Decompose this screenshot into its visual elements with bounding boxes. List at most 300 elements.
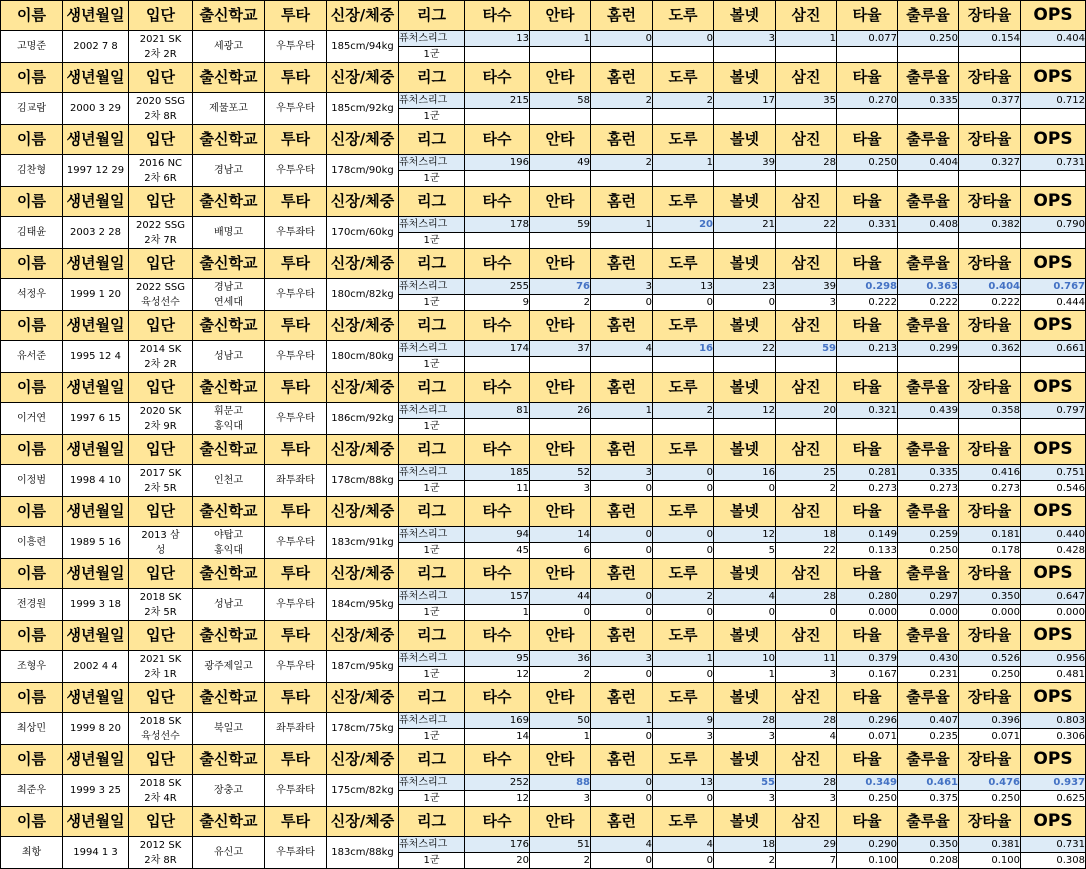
header-birth: 생년월일: [63, 435, 129, 465]
league-first: 1군: [399, 729, 465, 745]
player-school: [193, 527, 265, 559]
futures-stat: 0.439: [898, 403, 959, 419]
futures-stat: 0.299: [898, 341, 959, 357]
header-stat: 삼진: [776, 373, 837, 403]
header-bat-throw: 투타: [265, 621, 327, 651]
text-line: 성남고: [214, 599, 243, 610]
futures-stat: 28: [776, 775, 837, 791]
futures-stat: 157: [465, 589, 530, 605]
header-league: 리그: [399, 621, 465, 651]
text-line: 2차 4R: [144, 792, 177, 804]
first-stat: [465, 47, 530, 63]
text-line: 2013 삼: [141, 529, 180, 541]
header-height-weight: 신장/체중: [327, 745, 399, 775]
header-birth: 생년월일: [63, 311, 129, 341]
header-league: 리그: [399, 249, 465, 279]
header-birth: 생년월일: [63, 373, 129, 403]
first-stat: 0: [591, 729, 653, 745]
player-row: [1, 589, 1086, 605]
futures-stat: 22: [714, 341, 776, 357]
futures-stat: 2: [591, 93, 653, 109]
first-stat: 11: [465, 481, 530, 497]
first-stat: [959, 47, 1021, 63]
header-height-weight: 신장/체중: [327, 683, 399, 713]
header-height-weight: 신장/체중: [327, 187, 399, 217]
header-stat: 도루: [653, 1, 714, 31]
futures-stat: 12: [714, 403, 776, 419]
first-stat: 0: [714, 481, 776, 497]
text-line: 2021 SK: [139, 653, 182, 665]
text-line: 성남고: [214, 351, 243, 362]
header-stat: 안타: [530, 435, 591, 465]
first-stat: [1021, 233, 1086, 249]
header-stat: OPS: [1021, 311, 1086, 341]
header-stat: 타율: [837, 373, 898, 403]
header-birth: 생년월일: [63, 249, 129, 279]
first-stat: [714, 109, 776, 125]
header-stat: 타율: [837, 559, 898, 589]
futures-stat: 0.280: [837, 589, 898, 605]
futures-stat: 59: [530, 217, 591, 233]
header-stat: 삼진: [776, 559, 837, 589]
player-height-weight: 178cm/90kg: [327, 155, 399, 187]
player-school: [193, 465, 265, 497]
player-entry: [129, 465, 193, 497]
player-height-weight: 185cm/92kg: [327, 93, 399, 125]
header-league: 리그: [399, 435, 465, 465]
header-stat: 장타율: [959, 497, 1021, 527]
header-league: 리그: [399, 559, 465, 589]
first-stat: [465, 171, 530, 187]
header-league: 리그: [399, 63, 465, 93]
header-stat: OPS: [1021, 559, 1086, 589]
header-stat: OPS: [1021, 683, 1086, 713]
header-stat: 삼진: [776, 187, 837, 217]
player-school: [193, 341, 265, 373]
first-stat: 3: [776, 295, 837, 311]
player-birth: 1998 4 10: [63, 465, 129, 497]
header-stat: 볼넷: [714, 1, 776, 31]
player-entry: [129, 837, 193, 869]
header-stat: 타율: [837, 621, 898, 651]
header-stat: 타수: [465, 187, 530, 217]
futures-stat: 0.797: [1021, 403, 1086, 419]
header-stat: 타율: [837, 683, 898, 713]
player-entry: [129, 155, 193, 187]
futures-stat: 0.077: [837, 31, 898, 47]
header-stat: 출루율: [898, 249, 959, 279]
header-stat: 홈런: [591, 249, 653, 279]
header-stat: 타수: [465, 807, 530, 837]
header-stat: 삼진: [776, 745, 837, 775]
header-stat: OPS: [1021, 807, 1086, 837]
futures-stat: 0: [591, 527, 653, 543]
futures-stat: 0: [653, 31, 714, 47]
first-stat: [465, 419, 530, 435]
header-stat: 도루: [653, 497, 714, 527]
header-height-weight: 신장/체중: [327, 373, 399, 403]
first-stat: 0: [591, 605, 653, 621]
league-first: 1군: [399, 543, 465, 559]
text-line: 장충고: [214, 785, 243, 796]
header-name: 이름: [1, 559, 63, 589]
header-stat: 안타: [530, 807, 591, 837]
text-line: 2차 2R: [144, 48, 177, 60]
first-stat: [591, 357, 653, 373]
league-futures: 퓨처스리그: [399, 465, 465, 481]
player-school: [193, 403, 265, 435]
first-stat: 2: [530, 295, 591, 311]
header-stat: 장타율: [959, 559, 1021, 589]
header-name: 이름: [1, 621, 63, 651]
header-stat: 장타율: [959, 125, 1021, 155]
futures-stat: 0.350: [898, 837, 959, 853]
futures-stat: 20: [653, 217, 714, 233]
player-name: 김태윤: [1, 217, 63, 249]
futures-stat: 2: [591, 155, 653, 171]
futures-stat: 0.430: [898, 651, 959, 667]
first-stat: 0.250: [837, 791, 898, 807]
header-stat: 타율: [837, 1, 898, 31]
player-bat-throw: 우투좌타: [265, 837, 327, 869]
player-bat-throw: 우투좌타: [265, 217, 327, 249]
first-stat: 0.071: [959, 729, 1021, 745]
player-birth: 1989 5 16: [63, 527, 129, 559]
player-height-weight: 180cm/82kg: [327, 279, 399, 311]
player-bat-throw: 우투우타: [265, 93, 327, 125]
header-stat: 출루율: [898, 187, 959, 217]
player-birth: 1999 3 25: [63, 775, 129, 807]
player-birth: 1995 12 4: [63, 341, 129, 373]
header-stat: 출루율: [898, 311, 959, 341]
futures-stat: 28: [714, 713, 776, 729]
futures-stat: 23: [714, 279, 776, 295]
text-line: 2022 SSG: [135, 281, 186, 293]
header-stat: OPS: [1021, 125, 1086, 155]
first-stat: 0.222: [959, 295, 1021, 311]
futures-stat: 1: [653, 155, 714, 171]
player-row: [1, 217, 1086, 233]
header-stat: 홈런: [591, 559, 653, 589]
player-entry: [129, 217, 193, 249]
player-row: [1, 527, 1086, 543]
futures-stat: 4: [591, 837, 653, 853]
header-stat: 삼진: [776, 621, 837, 651]
futures-stat: 0.956: [1021, 651, 1086, 667]
futures-stat: 0.250: [898, 31, 959, 47]
first-stat: [837, 171, 898, 187]
futures-stat: 1: [653, 651, 714, 667]
futures-stat: 0.416: [959, 465, 1021, 481]
futures-stat: 169: [465, 713, 530, 729]
first-stat: 0: [591, 543, 653, 559]
futures-stat: 52: [530, 465, 591, 481]
first-stat: [898, 357, 959, 373]
player-row: [1, 279, 1086, 295]
first-stat: 0.273: [898, 481, 959, 497]
header-entry: 입단: [129, 125, 193, 155]
futures-stat: 196: [465, 155, 530, 171]
player-birth: 1997 12 29: [63, 155, 129, 187]
futures-stat: 0.363: [898, 279, 959, 295]
header-stat: OPS: [1021, 497, 1086, 527]
header-row: [1, 621, 1086, 651]
player-row: [1, 31, 1086, 47]
first-stat: 0.071: [837, 729, 898, 745]
futures-stat: 255: [465, 279, 530, 295]
player-row: [1, 155, 1086, 171]
header-stat: 홈런: [591, 373, 653, 403]
player-bat-throw: 우투우타: [265, 31, 327, 63]
header-stat: 출루율: [898, 807, 959, 837]
player-entry: [129, 589, 193, 621]
text-line: 2016 NC: [138, 157, 183, 169]
futures-stat: 0: [653, 527, 714, 543]
first-stat: 0: [653, 295, 714, 311]
futures-stat: 176: [465, 837, 530, 853]
header-birth: 생년월일: [63, 683, 129, 713]
league-futures: 퓨처스리그: [399, 775, 465, 791]
futures-stat: 0.362: [959, 341, 1021, 357]
header-entry: 입단: [129, 621, 193, 651]
first-stat: 0.250: [898, 543, 959, 559]
header-bat-throw: 투타: [265, 435, 327, 465]
first-stat: 0: [653, 543, 714, 559]
futures-stat: 2: [653, 589, 714, 605]
header-stat: 장타율: [959, 311, 1021, 341]
first-stat: 0.306: [1021, 729, 1086, 745]
league-futures: 퓨처스리그: [399, 217, 465, 233]
futures-stat: 0.377: [959, 93, 1021, 109]
futures-stat: 0.647: [1021, 589, 1086, 605]
first-stat: 0.444: [1021, 295, 1086, 311]
header-birth: 생년월일: [63, 497, 129, 527]
player-name: 유서준: [1, 341, 63, 373]
text-line: 2020 SSG: [135, 95, 186, 107]
player-name: 이정범: [1, 465, 63, 497]
header-entry: 입단: [129, 683, 193, 713]
player-school: [193, 651, 265, 683]
futures-stat: 50: [530, 713, 591, 729]
player-school: [193, 589, 265, 621]
text-line: 2차 8R: [144, 854, 177, 866]
futures-stat: 13: [653, 279, 714, 295]
text-line: 경남고: [214, 281, 243, 293]
first-stat: [714, 357, 776, 373]
header-stat: 타수: [465, 63, 530, 93]
first-stat: [1021, 357, 1086, 373]
first-stat: [653, 47, 714, 63]
futures-stat: 10: [714, 651, 776, 667]
header-stat: 안타: [530, 249, 591, 279]
player-name: 최상민: [1, 713, 63, 745]
futures-stat: 17: [714, 93, 776, 109]
league-futures: 퓨처스리그: [399, 527, 465, 543]
first-stat: 0.546: [1021, 481, 1086, 497]
first-stat: 3: [714, 729, 776, 745]
player-bat-throw: 좌투좌타: [265, 713, 327, 745]
text-line: 2021 SK: [139, 33, 182, 45]
futures-stat: 178: [465, 217, 530, 233]
header-stat: 볼넷: [714, 683, 776, 713]
futures-stat: 0.350: [959, 589, 1021, 605]
header-name: 이름: [1, 187, 63, 217]
futures-stat: 18: [776, 527, 837, 543]
header-league: 리그: [399, 187, 465, 217]
league-first: 1군: [399, 791, 465, 807]
header-stat: 타수: [465, 621, 530, 651]
header-league: 리그: [399, 373, 465, 403]
header-stat: 출루율: [898, 63, 959, 93]
text-line: 성: [155, 544, 166, 556]
league-futures: 퓨처스리그: [399, 93, 465, 109]
player-row: [1, 651, 1086, 667]
header-stat: 홈런: [591, 621, 653, 651]
first-stat: [714, 419, 776, 435]
futures-stat: 0.731: [1021, 155, 1086, 171]
futures-stat: 0.408: [898, 217, 959, 233]
futures-stat: 2: [653, 403, 714, 419]
player-bat-throw: 우투우타: [265, 155, 327, 187]
futures-stat: 0.381: [959, 837, 1021, 853]
header-stat: 장타율: [959, 807, 1021, 837]
league-first: 1군: [399, 605, 465, 621]
header-stat: 장타율: [959, 373, 1021, 403]
header-birth: 생년월일: [63, 63, 129, 93]
header-entry: 입단: [129, 745, 193, 775]
first-stat: 0.428: [1021, 543, 1086, 559]
first-stat: [898, 171, 959, 187]
header-school: 출신학교: [193, 249, 265, 279]
league-futures: 퓨처스리그: [399, 651, 465, 667]
player-name: 고명준: [1, 31, 63, 63]
header-stat: 도루: [653, 807, 714, 837]
futures-stat: 0.154: [959, 31, 1021, 47]
text-line: 2차 2R: [144, 358, 177, 370]
header-stat: OPS: [1021, 373, 1086, 403]
futures-stat: 14: [530, 527, 591, 543]
header-stat: 볼넷: [714, 807, 776, 837]
player-bat-throw: 우투우타: [265, 279, 327, 311]
player-entry: [129, 713, 193, 745]
futures-stat: 11: [776, 651, 837, 667]
header-school: 출신학교: [193, 559, 265, 589]
player-entry: [129, 279, 193, 311]
first-stat: [530, 357, 591, 373]
futures-stat: 174: [465, 341, 530, 357]
player-row: [1, 341, 1086, 357]
futures-stat: 0.407: [898, 713, 959, 729]
first-stat: [591, 233, 653, 249]
header-row: [1, 683, 1086, 713]
header-stat: OPS: [1021, 435, 1086, 465]
first-stat: 14: [465, 729, 530, 745]
player-bat-throw: 우투우타: [265, 341, 327, 373]
header-stat: 삼진: [776, 435, 837, 465]
player-name: 석정우: [1, 279, 63, 311]
player-height-weight: 180cm/80kg: [327, 341, 399, 373]
futures-stat: 25: [776, 465, 837, 481]
first-stat: 0.167: [837, 667, 898, 683]
futures-stat: 35: [776, 93, 837, 109]
text-line: 2018 SK: [139, 715, 182, 727]
futures-stat: 0.731: [1021, 837, 1086, 853]
header-stat: 안타: [530, 187, 591, 217]
header-stat: 장타율: [959, 1, 1021, 31]
header-league: 리그: [399, 745, 465, 775]
header-stat: 볼넷: [714, 435, 776, 465]
player-name: 조형우: [1, 651, 63, 683]
header-stat: 홈런: [591, 497, 653, 527]
text-line: 제물포고: [209, 103, 248, 114]
league-futures: 퓨처스리그: [399, 279, 465, 295]
first-stat: 2: [776, 481, 837, 497]
header-height-weight: 신장/체중: [327, 435, 399, 465]
text-line: 2차 1R: [144, 668, 177, 680]
player-school: [193, 775, 265, 807]
futures-stat: 39: [714, 155, 776, 171]
header-league: 리그: [399, 683, 465, 713]
header-stat: 안타: [530, 125, 591, 155]
header-league: 리그: [399, 497, 465, 527]
futures-stat: 0.803: [1021, 713, 1086, 729]
header-league: 리그: [399, 311, 465, 341]
header-stat: 도루: [653, 745, 714, 775]
futures-stat: 81: [465, 403, 530, 419]
header-stat: 홈런: [591, 311, 653, 341]
header-stat: 장타율: [959, 435, 1021, 465]
futures-stat: 1: [591, 217, 653, 233]
futures-stat: 0.270: [837, 93, 898, 109]
first-stat: 0: [653, 791, 714, 807]
first-stat: 0.222: [837, 295, 898, 311]
header-stat: 출루율: [898, 125, 959, 155]
header-name: 이름: [1, 435, 63, 465]
futures-stat: 0: [653, 465, 714, 481]
header-stat: 도루: [653, 621, 714, 651]
header-bat-throw: 투타: [265, 187, 327, 217]
header-stat: 홈런: [591, 63, 653, 93]
player-entry: [129, 775, 193, 807]
player-height-weight: 178cm/88kg: [327, 465, 399, 497]
futures-stat: 28: [776, 155, 837, 171]
header-entry: 입단: [129, 1, 193, 31]
player-entry: [129, 31, 193, 63]
header-entry: 입단: [129, 435, 193, 465]
header-birth: 생년월일: [63, 187, 129, 217]
futures-stat: 94: [465, 527, 530, 543]
first-stat: 0.250: [959, 667, 1021, 683]
first-stat: [714, 171, 776, 187]
futures-stat: 4: [714, 589, 776, 605]
futures-stat: 0.526: [959, 651, 1021, 667]
first-stat: [591, 47, 653, 63]
header-league: 리그: [399, 807, 465, 837]
futures-stat: 3: [591, 651, 653, 667]
text-line: 2014 SK: [139, 343, 182, 355]
first-stat: 12: [465, 667, 530, 683]
first-stat: [653, 109, 714, 125]
first-stat: 0.250: [959, 791, 1021, 807]
first-stat: [898, 233, 959, 249]
first-stat: 20: [465, 853, 530, 869]
header-bat-throw: 투타: [265, 807, 327, 837]
futures-stat: 0.404: [898, 155, 959, 171]
header-stat: 타율: [837, 249, 898, 279]
header-row: [1, 435, 1086, 465]
first-stat: 3: [714, 791, 776, 807]
first-stat: 0: [653, 667, 714, 683]
